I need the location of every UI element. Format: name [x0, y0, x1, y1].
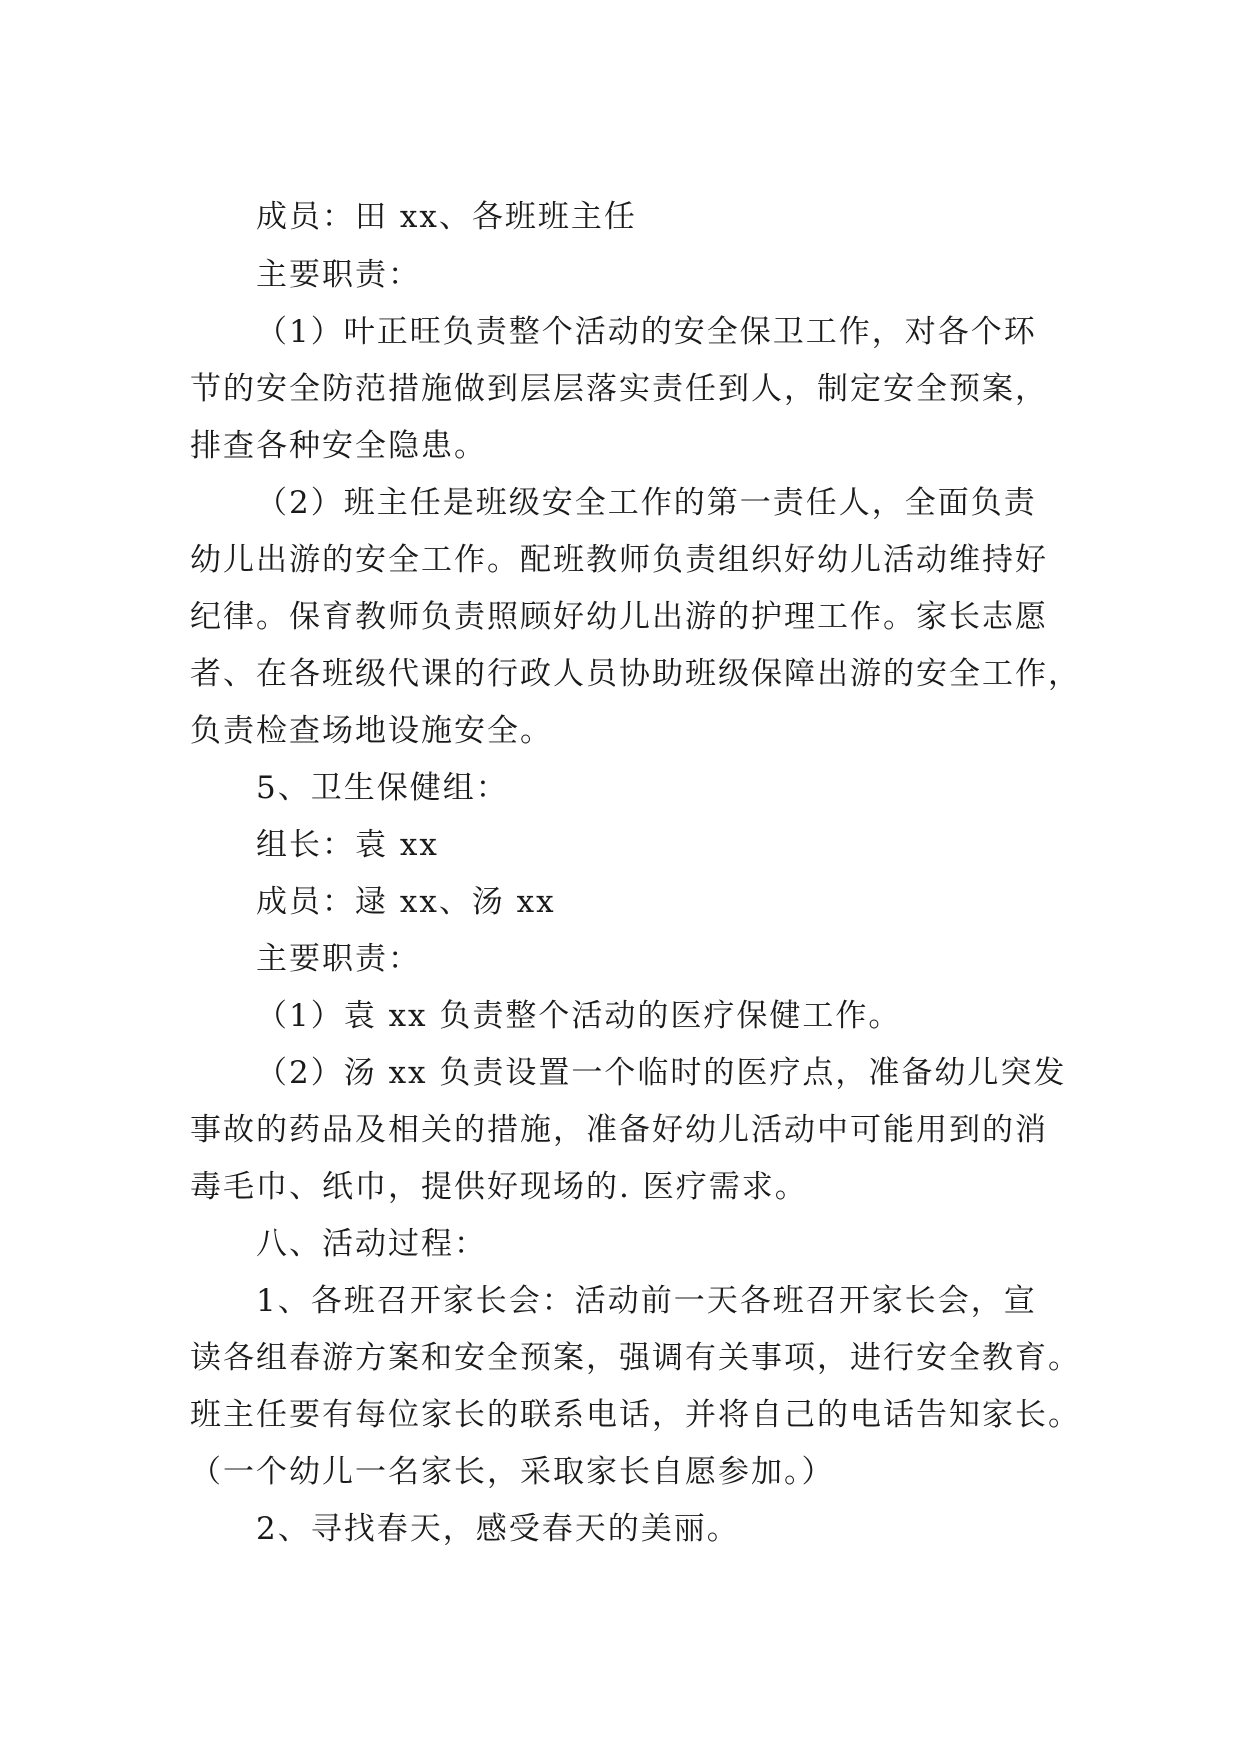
text-line: 纪律。保育教师负责照顾好幼儿出游的护理工作。家长志愿: [190, 599, 1048, 635]
text-line: 幼儿出游的安全工作。配班教师负责组织好幼儿活动维持好: [190, 542, 1048, 578]
text-line: 成员：田 xx、各班班主任: [256, 199, 637, 235]
text-line: 者、在各班级代课的行政人员协助班级保障出游的安全工作，: [190, 656, 1081, 692]
text-line: 成员：逯 xx、汤 xx: [256, 884, 556, 920]
text-line: （1）袁 xx 负责整个活动的医疗保健工作。: [256, 998, 902, 1034]
text-line: 班主任要有每位家长的联系电话，并将自己的电话告知家长。: [190, 1397, 1081, 1433]
text-line: 负责检查场地设施安全。: [190, 713, 553, 749]
text-line: 1、各班召开家长会：活动前一天各班召开家长会，宣: [256, 1283, 1037, 1319]
text-line: 主要职责：: [256, 941, 421, 977]
text-line: 5、卫生保健组：: [256, 770, 509, 806]
text-line: 排查各种安全隐患。: [190, 428, 487, 464]
text-line: 毒毛巾、纸巾，提供好现场的. 医疗需求。: [190, 1169, 808, 1205]
text-line: 组长：袁 xx: [256, 827, 439, 863]
text-line: 读各组春游方案和安全预案，强调有关事项，进行安全教育。: [190, 1340, 1081, 1376]
text-line: （2）汤 xx 负责设置一个临时的医疗点，准备幼儿突发: [256, 1055, 1067, 1091]
text-line: （1）叶正旺负责整个活动的安全保卫工作，对各个环: [256, 314, 1037, 350]
text-line: 八、活动过程：: [256, 1226, 487, 1262]
text-line: （2）班主任是班级安全工作的第一责任人，全面负责: [256, 485, 1037, 521]
text-line: （一个幼儿一名家长，采取家长自愿参加。）: [190, 1454, 835, 1490]
text-line: 节的安全防范措施做到层层落实责任到人，制定安全预案，: [190, 371, 1048, 407]
text-line: 2、寻找春天，感受春天的美丽。: [256, 1511, 740, 1547]
text-line: 事故的药品及相关的措施，准备好幼儿活动中可能用到的消: [190, 1112, 1048, 1148]
text-line: 主要职责：: [256, 257, 421, 293]
